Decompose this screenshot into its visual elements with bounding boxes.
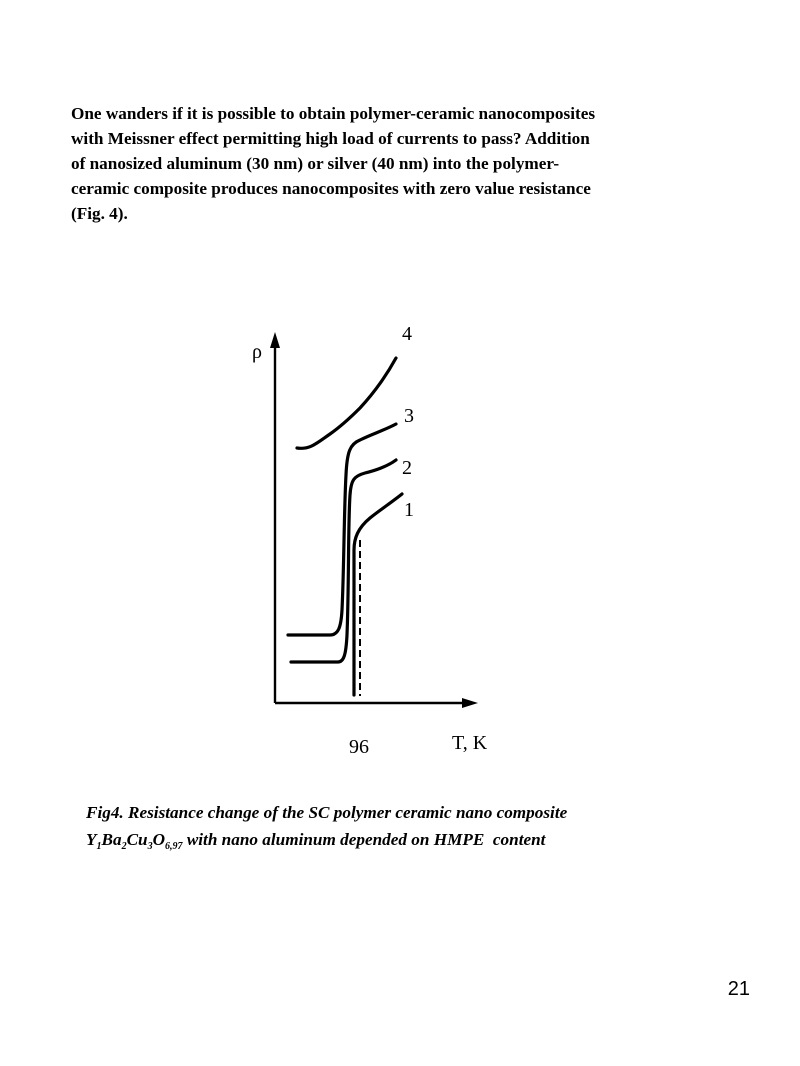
formula-ba: Ba <box>101 830 122 849</box>
y-axis-label: ρ <box>252 341 262 363</box>
paragraph-line: with Meissner effect permitting high load of currents to pass? Addition <box>71 129 590 148</box>
resistance-figure <box>240 310 500 770</box>
formula-ba-subscript: 2 <box>121 841 127 852</box>
caption-line-1: Fig4. Resistance change of the SC polymer ceramic nano composite <box>86 803 568 822</box>
y-axis-arrow <box>270 332 280 348</box>
formula-o-subscript: 6,97 <box>165 841 183 852</box>
x-axis-label: T, K <box>452 732 488 754</box>
paragraph-line: One wanders if it is possible to obtain polymer-ceramic nanocomposites <box>71 104 596 123</box>
formula-y: Y <box>86 830 97 849</box>
body-paragraph <box>71 101 721 226</box>
paragraph-line: of nanosized aluminum (30 nm) or silver (40 nm) into the polymer- <box>71 154 560 173</box>
page-number: 21 <box>727 978 750 1000</box>
curve-label-4: 4 <box>402 323 412 345</box>
formula-o: O <box>152 830 166 849</box>
curve-label-3: 3 <box>404 405 414 427</box>
x-axis-arrow <box>462 698 478 708</box>
formula-cu-subscript: 3 <box>147 841 153 852</box>
formula-y-subscript: 1 <box>96 841 102 852</box>
x-tick-label: 96 <box>349 736 369 758</box>
curve-1 <box>354 494 402 695</box>
caption-line-2 <box>86 826 726 853</box>
curve-label-2: 2 <box>402 457 412 479</box>
curve-label-1: 1 <box>404 499 414 521</box>
curve-3 <box>288 424 396 635</box>
paragraph-line: ceramic composite produces nanocomposites with zero value resistance <box>71 179 591 198</box>
caption-line-2-text: with nano aluminum depended on HMPE content <box>182 830 546 849</box>
figure-caption <box>86 799 726 853</box>
curve-4 <box>297 358 396 448</box>
paragraph-line: (Fig. 4). <box>71 204 128 223</box>
formula-cu: Cu <box>126 830 148 849</box>
